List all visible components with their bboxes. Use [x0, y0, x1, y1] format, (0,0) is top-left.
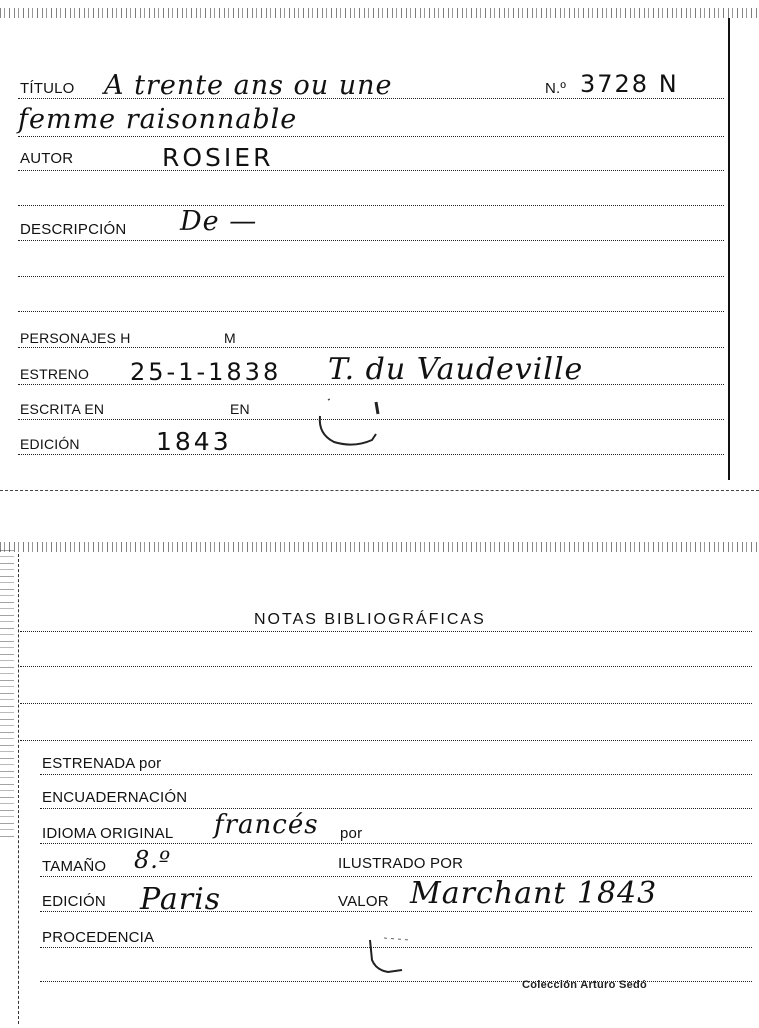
catalog-card-back	[0, 540, 759, 1028]
numero-value: 3728 N	[580, 70, 679, 98]
titulo-rule-2	[18, 136, 724, 137]
autor-label: AUTOR	[20, 150, 74, 167]
card-back-left-border	[18, 554, 19, 1024]
notas-heading: NOTAS BIBLIOGRÁFICAS	[254, 611, 486, 628]
idioma-value: francés	[214, 810, 319, 840]
ilustrado-label: ILUSTRADO POR	[338, 855, 464, 872]
card-front-bottom-edge	[0, 490, 759, 491]
edicion-rule	[18, 454, 724, 455]
escrita-en-label: EN	[230, 401, 250, 417]
idioma-por-label: por	[340, 825, 363, 842]
estreno-place: T. du Vaudeville	[328, 352, 584, 387]
stamp-mark	[314, 394, 384, 450]
collection-credit: Colección Arturo Sedó	[522, 979, 648, 991]
catalog-card-front	[0, 0, 759, 495]
procedencia-label: PROCEDENCIA	[42, 929, 155, 946]
notas-rule-1	[20, 631, 752, 632]
edicion-value: 1843	[156, 427, 232, 456]
idioma-rule	[40, 843, 752, 844]
valor-value: Marchant 1843	[410, 876, 658, 911]
card-top-edge	[0, 8, 759, 18]
back-stamp-mark	[362, 934, 422, 980]
descripcion-value: De —	[180, 206, 258, 237]
estrenada-label: ESTRENADA por	[42, 755, 162, 772]
notas-rule-2	[20, 666, 752, 667]
valor-label: VALOR	[338, 893, 389, 910]
encuadernacion-label: ENCUADERNACIÓN	[42, 789, 188, 806]
personajes-label: PERSONAJES H	[20, 330, 131, 346]
back-edicion-label: EDICIÓN	[42, 893, 106, 910]
card-left-noise	[0, 550, 14, 840]
titulo-rule	[18, 98, 724, 99]
estrenada-rule	[40, 774, 752, 775]
estreno-rule	[18, 384, 724, 385]
back-edicion-value: Paris	[140, 882, 222, 917]
autor-value: ROSIER	[162, 143, 274, 172]
titulo-value-line1: A trente ans ou une	[104, 70, 393, 101]
blank-rule-2	[18, 276, 724, 277]
idioma-label: IDIOMA ORIGINAL	[42, 825, 174, 842]
numero-label: N.º	[545, 80, 567, 97]
titulo-label: TÍTULO	[20, 80, 75, 97]
descripcion-label: DESCRIPCIÓN	[20, 221, 127, 238]
estreno-date: 25-1-1838	[130, 358, 282, 386]
personajes-m-label: M	[224, 330, 236, 346]
card-back-top-edge	[0, 542, 759, 552]
estreno-label: ESTRENO	[20, 366, 90, 382]
card-right-border	[728, 18, 730, 480]
blank-rule-1	[18, 205, 724, 206]
autor-rule	[18, 170, 724, 171]
notas-rule-4	[20, 740, 752, 741]
descripcion-rule	[18, 240, 724, 241]
tamano-value: 8.º	[134, 846, 172, 874]
tamano-label: TAMAÑO	[42, 858, 107, 875]
edicion-label: EDICIÓN	[20, 436, 80, 452]
edicion-valor-rule	[40, 911, 752, 912]
notas-rule-3	[20, 703, 752, 704]
encuadernacion-rule	[40, 808, 752, 809]
blank-rule-3	[18, 311, 724, 312]
personajes-rule	[18, 347, 724, 348]
titulo-value-line2: femme raisonnable	[18, 104, 298, 135]
escrita-label: ESCRITA EN	[20, 401, 105, 417]
